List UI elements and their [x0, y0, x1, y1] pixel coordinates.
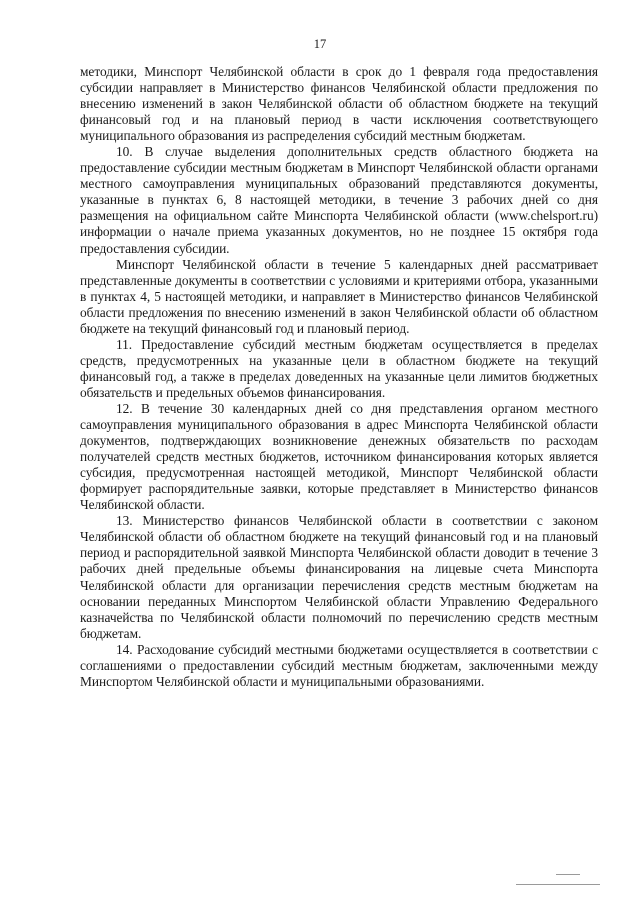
- paragraph-item-11: 11. Предоставление субсидий местным бюджетам осуществляется в пределах средств, предусмотренных на указанные цели в областном бюджете на текущий финансовый год, а также в пределах доведенных на указанные цели лимитов бюджетных обязательств и предельных объемов финансирования.: [80, 336, 598, 400]
- page-number: 17: [313, 37, 327, 51]
- scan-artifact-line: [516, 884, 600, 885]
- scan-artifact-line: [556, 874, 580, 875]
- paragraph-item-12: 12. В течение 30 календарных дней со дня представления органом местного самоуправления муниципального образования в адрес Минспорта Челябинской области документов, подтверждающих возникновение денежных обязательств по расходам получателей средств местных бюджетов, источником финансирования которых является субсидия, предусмотренная настоящей методикой, Минспорт Челябинской области формирует распорядительные заявки, которые представляет в Министерство финансов Челябинской области.: [80, 400, 598, 513]
- document-body: [80, 64, 598, 690]
- paragraph-item-10-review: Минспорт Челябинской области в течение 5 календарных дней рассматривает представленные документы в соответствии с условиями и критериями отбора, указанными в пунктах 4, 5 настоящей методики, и направляет в Министерство финансов Челябинской области предложения по внесению изменений в закон Челябинской области об областном бюджете на текущий финансовый год и плановый период.: [80, 256, 598, 336]
- paragraph-continuation: методики, Минспорт Челябинской области в срок до 1 февраля года предоставления субсидии направляет в Министерство финансов Челябинской области предложения по внесению изменений в закон Челябинской области об областном бюджете на текущий финансовый год и на плановый период в части исключения соответствующего муниципального образования из распределения субсидий местным бюджетам.: [80, 64, 598, 144]
- paragraph-item-10: 10. В случае выделения дополнительных средств областного бюджета на предоставление субсидии местным бюджетам в Минспорт Челябинской области органами местного самоуправления муниципальных образований представляются документы, указанные в пунктах 6, 8 настоящей методики, в течение 3 рабочих дней со дня размещения на официальном сайте Минспорта Челябинской области (www.chelsport.ru) информации о начале приема указанных документов, но не позднее 15 октября года предоставления субсидии.: [80, 144, 598, 256]
- paragraph-item-14: 14. Расходование субсидий местными бюджетами осуществляется в соответствии с соглашениями о предоставлении субсидий местным бюджетам, заключенными между Минспортом Челябинской области и муниципальными образованиями.: [80, 641, 598, 689]
- paragraph-item-13: 13. Министерство финансов Челябинской области в соответствии с законом Челябинской области об областном бюджете на текущий финансовый год и на плановый период и распорядительной заявкой Минспорта Челябинской области доводит в течение 3 рабочих дней предельные объемы финансирования на лицевые счета Минспорта Челябинской области для организации перечисления средств местным бюджетам на основании переданных Минспортом Челябинской области Управлению Федерального казначейства по Челябинской области полномочий по перечислению средств местным бюджетам.: [80, 513, 598, 641]
